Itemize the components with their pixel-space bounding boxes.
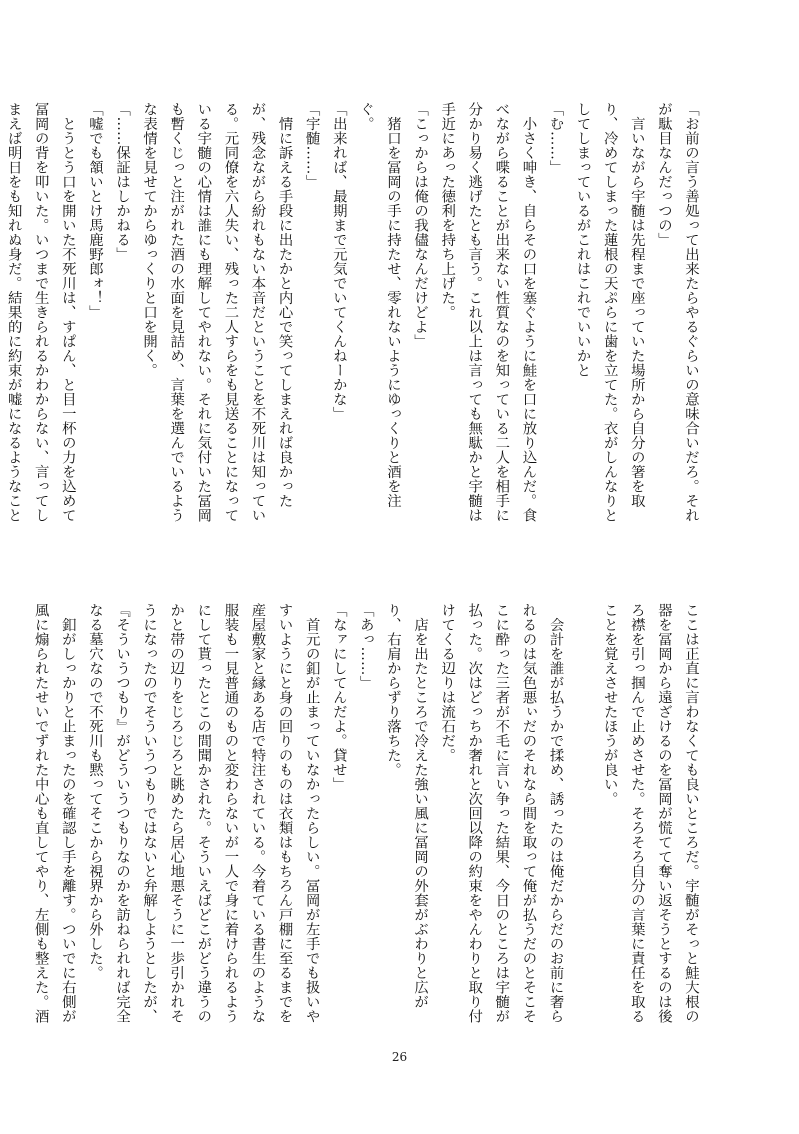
- paragraph: 釦がしっかりと止まったのを確認し手を離す。ついでに右側が風に煽られたせいでずれた中心も直してやり、左側も整えた。酒: [32, 603, 76, 1024]
- blank-line: [569, 603, 596, 1035]
- paragraph: 小さく呻き、自らその口を塞ぐように鮭を口に放り込んだ。食べながら喋ることが出来ない性質なのを知っている二人を相手に分かり易く逃げたとも言う。これ以上は言っても無駄かと宇髄は手近にあった徳利を持ち上げた。: [439, 102, 537, 523]
- page-number: 26: [391, 1050, 408, 1064]
- paragraph: 言いながら宇髄は先程まで座っていた場所から自分の箸を取り、冷めてしまった蓮根の天ぷらに歯を立てた。衣がしんなりとしてしまっているがこれはこれでいいかと: [574, 102, 645, 523]
- paragraph: 「……保証はしかねる」: [114, 102, 131, 262]
- bottom-text-block: [32, 603, 704, 1035]
- paragraph: 「出来れば、最期まで元気でいてくんねーかな」: [330, 102, 347, 421]
- paragraph: 「宇髄……」: [303, 102, 320, 189]
- paragraph: 「む……」: [547, 102, 564, 175]
- paragraph: 猪口を冨岡の手に持たせ、零れないようにゆっくりと酒を注ぐ。: [357, 102, 401, 508]
- paragraph: 店を出たところで冷えた強い風に冨岡の外套がぶわりと広がり、右肩からずり落ちた。: [384, 603, 429, 1009]
- paragraph: 会計を誰が払うかで揉め、誘ったのは俺だからだのお前に奢られるのは気色悪ぃだのそれなら間を取って俺が払うだのとそこそこに酔った三者が不毛に言い争った結果、今日のところは宇髄が払った。次はどっちか奢れと次回以降の約束をやんわりと取り付けてくる辺りは流石だ。: [439, 603, 564, 1024]
- paragraph: ここは正直に言わなくても良いところだ。宇髄がそっと鮭大根の器を冨岡から遠ざけるのを冨岡が慌てて奪い返そうとするのは後ろ襟を引っ掴んで止めさせた。そろそろ自分の言葉に責任を取ることを覚えさせたほうが良い。: [601, 603, 699, 1024]
- paragraph: 首元の釦が止まっていなかったらしい。冨岡が左手でも扱いやすいようにと身の回りのものは衣類はもちろん戸棚に至るまでを産屋敷家と縁ある店で特注されている。今着ている書生のような服装も一見普通のものと変わらないが一人で身に着けられるようにして貰ったとこの間聞かされた。そういえばどこがどう違うのかと帯の辺りをじろじろと眺めたら居心地悪そうに一歩引かれそうになったのでそういうつもりではないと弁解しようとしたが、『そういうつもり』がどういうつもりなのかを訪ねられれば完全なる墓穴なので不死川も黙ってそこから視界から外した。: [86, 603, 320, 1024]
- paragraph: 「あっ……」: [357, 603, 374, 690]
- paragraph: 「嘘でも頷いとけ馬鹿野郎ォ！」: [86, 102, 103, 320]
- paragraph: とうとう口を開いた不死川は、すぱん、と目一杯の力を込めて冨岡の背を叩いた。いつまで生きられるかわからない、言ってしまえば明日をも知れぬ身だ。結果的に約束が嘘になるようなこと: [5, 102, 76, 523]
- top-text-block: [5, 102, 704, 534]
- paragraph: 情に訴える手段に出たかと内心で笑ってしまえれば良かったが、残念ながら紛れもない本音だということを不死川は知っている。元同僚を六人失い、残った二人すらをも見送ることになっている宇髄の心情は誰にも理解してやれない。それに気付いた冨岡も暫くじっと注がれた酒の水面を見詰め、言葉を選んでいるような表情を見せてからゆっくりと口を開く。: [141, 102, 293, 523]
- paragraph: 「なァにしてんだよ。貸せ」: [330, 603, 347, 792]
- paragraph: 「お前の言う善処って出来たらやるぐらいの意味合いだろ。それが駄目なんだっつの」: [655, 102, 699, 523]
- paragraph: 「こっからは俺の我儘なんだけどよ」: [412, 102, 429, 349]
